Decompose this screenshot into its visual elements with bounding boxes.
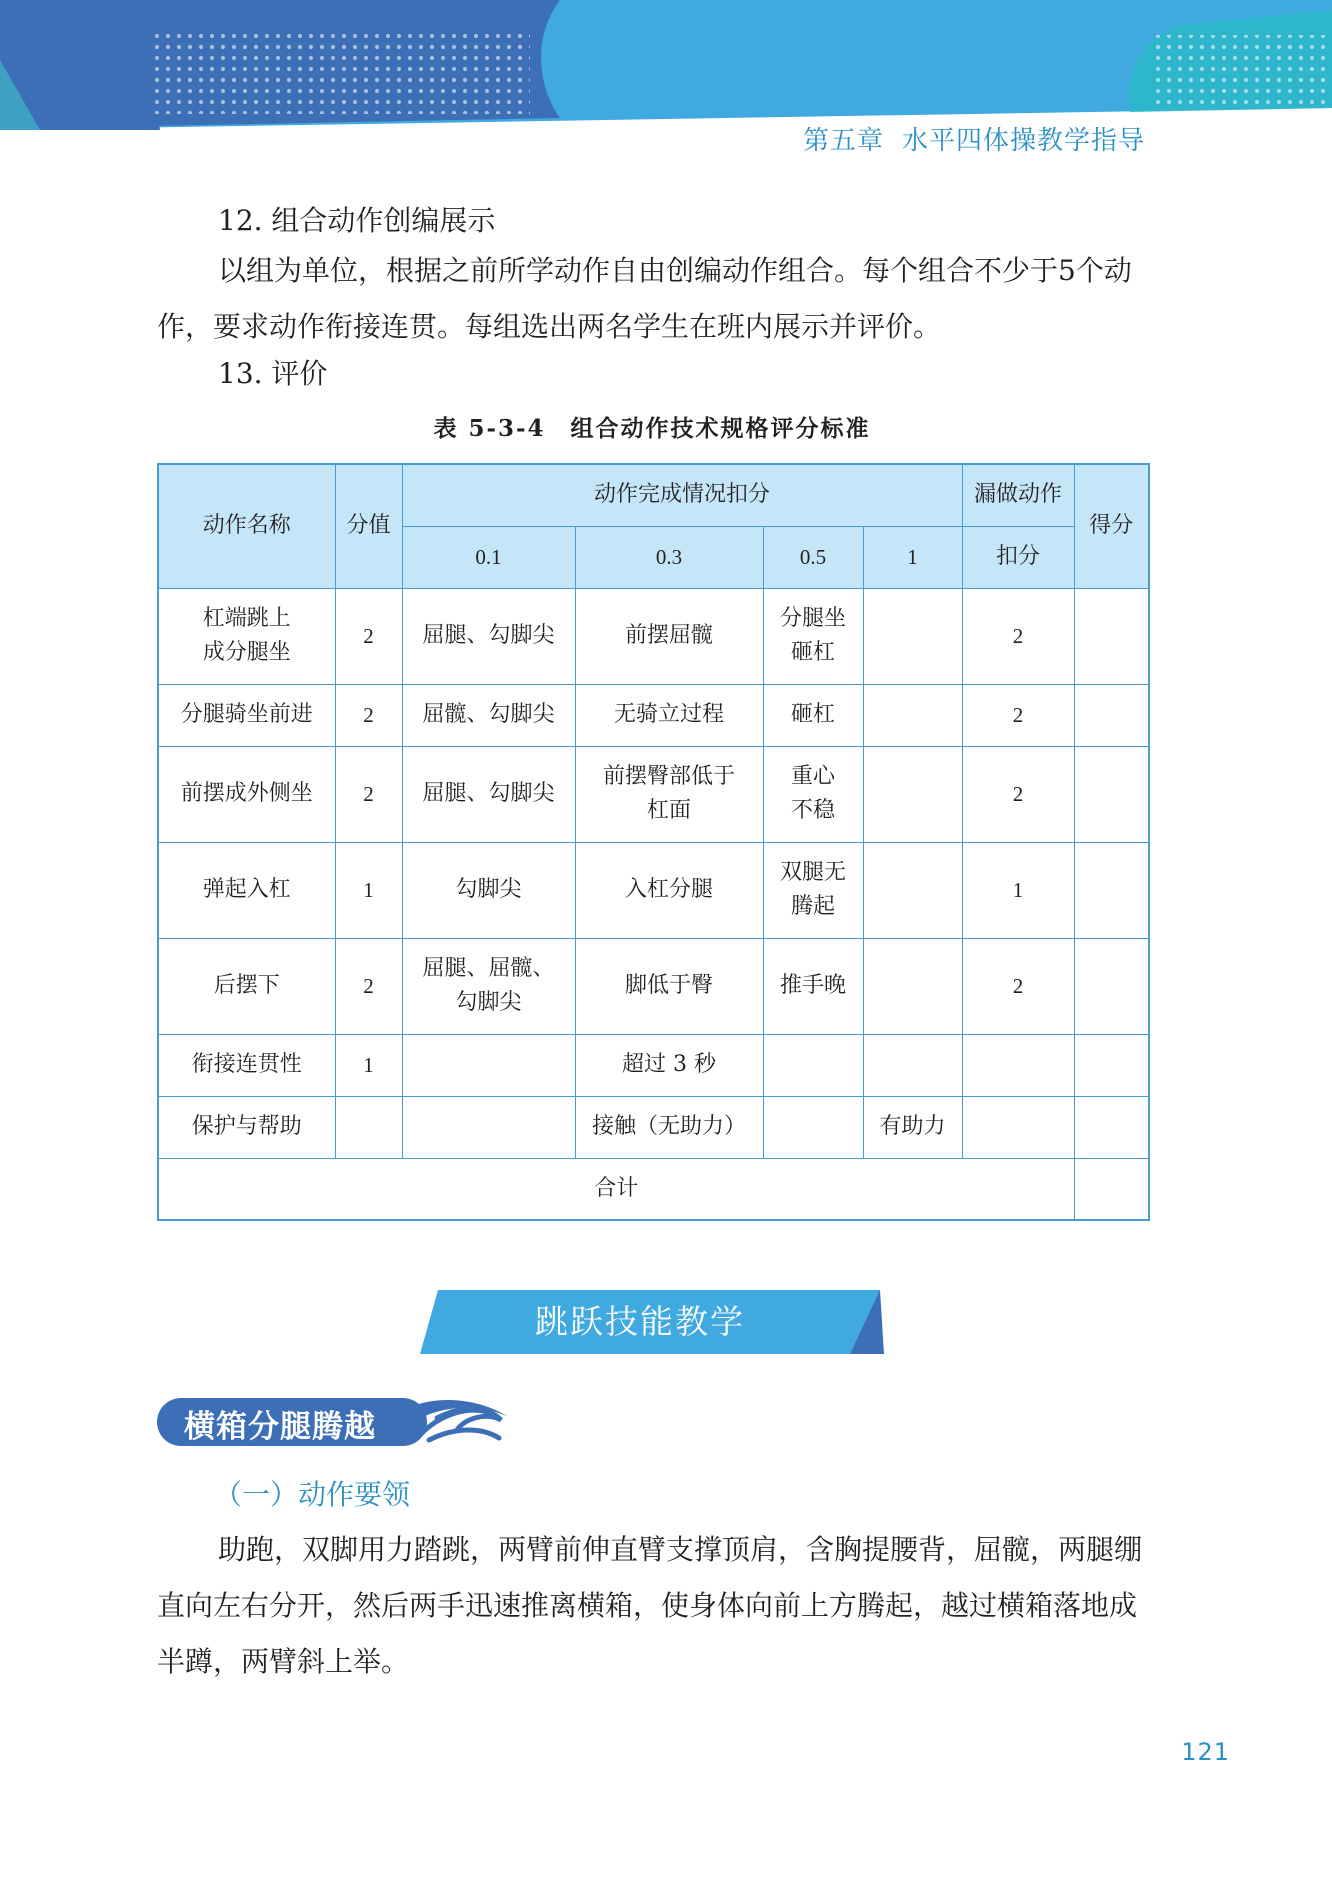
cell-deduct-0-5: 分腿坐 砸杠: [763, 588, 863, 684]
cell-score: [1074, 746, 1149, 842]
cell-deduct-0-3: 无骑立过程: [575, 684, 763, 746]
cell-deduct-0-5: [763, 1034, 863, 1096]
header-points: 分值: [335, 464, 402, 588]
header-missed-top: 漏做动作: [962, 464, 1074, 526]
cell-action-name: 分腿骑坐前进: [158, 684, 335, 746]
cell-deduct-0-1: 屈腿、屈髋、 勾脚尖: [402, 938, 575, 1034]
cell-deduct-1: [863, 746, 962, 842]
table-row: [158, 938, 1149, 1034]
cell-action-name: 衔接连贯性: [158, 1034, 335, 1096]
cell-deduct-0-5: 砸杠: [763, 684, 863, 746]
cell-deduct-0-5: 重心 不稳: [763, 746, 863, 842]
cell-score: [1074, 588, 1149, 684]
cell-deduct-1: 有助力: [863, 1096, 962, 1158]
table-caption: 表 5-3-4 组合动作技术规格评分标准: [433, 415, 871, 442]
section-12-body: 以组为单位，根据之前所学动作自由创编动作组合。每个组合不少于5个动作，要求动作衔接连贯。每组选出两名学生在班内展示并评价。: [157, 254, 1132, 343]
section-banner-title: 跳跃技能教学: [535, 1302, 745, 1341]
chapter-title: 水平四体操教学指导: [901, 126, 1145, 156]
cell-deduct-0-1: 勾脚尖: [402, 842, 575, 938]
cell-action-name: 后摆下: [158, 938, 335, 1034]
section-13-heading: 13. 评价: [218, 357, 328, 390]
cell-points: 1: [335, 842, 402, 938]
table-row: [158, 588, 1149, 684]
cell-points: 2: [335, 746, 402, 842]
table-row: [158, 842, 1149, 938]
cell-deduct-0-3: 超过 3 秒: [575, 1034, 763, 1096]
header-action-name: 动作名称: [158, 464, 335, 588]
cell-score: [1074, 842, 1149, 938]
cell-score: [1074, 1096, 1149, 1158]
cell-deduct-0-5: 推手晚: [763, 938, 863, 1034]
cell-missed: [962, 1034, 1074, 1096]
table-row: [158, 1034, 1149, 1096]
cell-deduct-0-1: 屈腿、勾脚尖: [402, 588, 575, 684]
cell-missed: 2: [962, 588, 1074, 684]
essentials-heading: （一）动作要领: [214, 1478, 411, 1511]
header-score: 得分: [1074, 464, 1149, 588]
cell-points: [335, 1096, 402, 1158]
cell-deduct-0-1: [402, 1034, 575, 1096]
cell-deduct-1: [863, 588, 962, 684]
chapter-label: 第五章: [802, 126, 884, 156]
cell-missed: 1: [962, 842, 1074, 938]
header-deduct-0-3: 0.3: [575, 526, 763, 588]
cell-points: 2: [335, 938, 402, 1034]
cell-deduct-1: [863, 938, 962, 1034]
cell-deduct-0-5: 双腿无 腾起: [763, 842, 863, 938]
cell-deduct-1: [863, 684, 962, 746]
cell-missed: 2: [962, 746, 1074, 842]
cell-missed: 2: [962, 684, 1074, 746]
cell-action-name: 保护与帮助: [158, 1096, 335, 1158]
cell-missed: [962, 1096, 1074, 1158]
chapter-header: [803, 120, 1145, 157]
section-12-heading: 12. 组合动作创编展示: [218, 204, 496, 237]
table-row: [158, 746, 1149, 842]
cell-deduct-0-3: 接触（无助力）: [575, 1096, 763, 1158]
cell-deduct-0-1: 屈髋、勾脚尖: [402, 684, 575, 746]
cell-action-name: 弹起入杠: [158, 842, 335, 938]
header-missed-bottom: 扣分: [962, 526, 1074, 588]
cell-points: 1: [335, 1034, 402, 1096]
total-score: [1074, 1158, 1149, 1220]
cell-deduct-1: [863, 1034, 962, 1096]
table-row: [158, 1096, 1149, 1158]
header-banner: [0, 0, 1332, 140]
header-deduct-0-5: 0.5: [763, 526, 863, 588]
cell-deduct-0-3: 前摆臀部低于 杠面: [575, 746, 763, 842]
table-row: [158, 684, 1149, 746]
cell-missed: 2: [962, 938, 1074, 1034]
cell-deduct-0-3: 脚低于臀: [575, 938, 763, 1034]
header-deduct-0-1: 0.1: [402, 526, 575, 588]
skill-title: 横箱分腿腾越: [184, 1409, 376, 1445]
cell-points: 2: [335, 684, 402, 746]
essentials-body: 助跑，双脚用力踏跳，两臂前伸直臂支撑顶肩，含胸提腰背，屈髋，两腿绷直向左右分开，然后两手迅速推离横箱，使身体向前上方腾起，越过横箱落地成半蹲，两臂斜上举。: [157, 1533, 1143, 1678]
cell-deduct-1: [863, 842, 962, 938]
cell-score: [1074, 938, 1149, 1034]
cell-deduct-0-5: [763, 1096, 863, 1158]
cell-score: [1074, 684, 1149, 746]
page-number: 121: [1181, 1738, 1230, 1766]
cell-deduct-0-3: 前摆屈髋: [575, 588, 763, 684]
header-deduct-1: 1: [863, 526, 962, 588]
cell-deduct-0-1: [402, 1096, 575, 1158]
cell-score: [1074, 1034, 1149, 1096]
header-deduction: 动作完成情况扣分: [402, 464, 962, 526]
cell-deduct-0-1: 屈腿、勾脚尖: [402, 746, 575, 842]
cell-action-name: 杠端跳上 成分腿坐: [158, 588, 335, 684]
scoring-table: [157, 463, 1150, 1221]
cell-points: 2: [335, 588, 402, 684]
cell-action-name: 前摆成外侧坐: [158, 746, 335, 842]
cell-deduct-0-3: 入杠分腿: [575, 842, 763, 938]
total-label: 合计: [158, 1158, 1074, 1220]
